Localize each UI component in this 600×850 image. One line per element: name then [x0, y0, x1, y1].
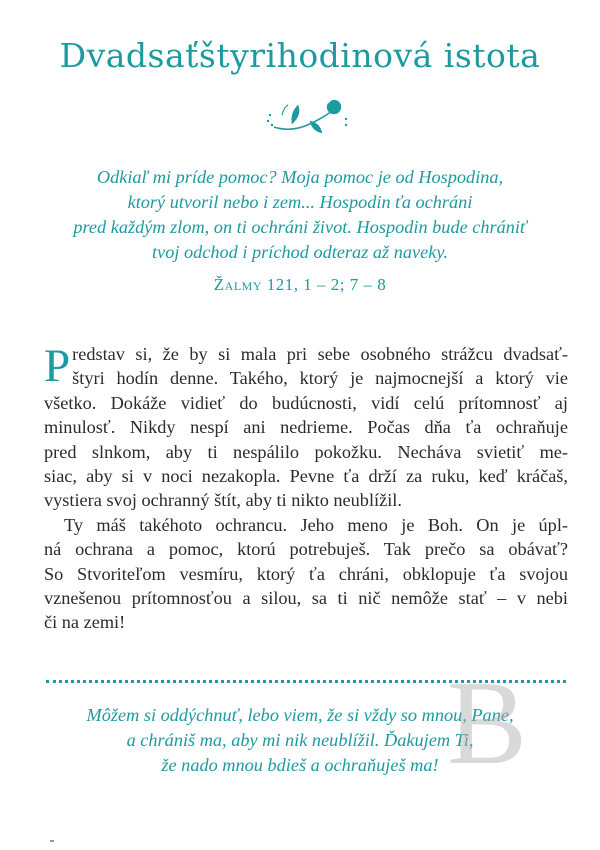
body-line: So Stvoriteľom vesmíru, ktorý ťa chráni, obklopuje ťa svojou [44, 563, 568, 584]
body-line: siac, aby si v noci nezakopla. Pevne ťa drží za ruku, keď kráčaš, [44, 466, 568, 487]
watermark-logo: B [446, 656, 528, 789]
body-line: štyri hodín denne. Takého, ktorý je najmocnejší a ktorý vie [72, 368, 568, 389]
body-line: redstav si, že by si mala pri sebe osobného strážcu dvadsať- [72, 344, 568, 364]
drop-cap: P [44, 340, 71, 392]
verse-line: Odkiaľ mi príde pomoc? Moja pomoc je od Hospodina, [96, 167, 504, 187]
body-line: vznešenou prítomnosťou a silou, sa ti nič nemôže stať – v nebi [44, 588, 568, 609]
page-mark [50, 840, 54, 842]
prayer-line: a chrániš ma, aby mi nik neublížil. Ďakujem Ti, [126, 730, 474, 750]
body-line: vystiera svoj ochranný štít, aby ti nikto neublížil. [44, 490, 402, 511]
page-title: Dvadsaťštyrihodinová istota [59, 36, 541, 75]
bible-verse [40, 165, 560, 265]
verse-reference: Žalmy 121, 1 – 2; 7 – 8 [213, 275, 387, 294]
prayer-line: že nado mnou bdieš a ochraňuješ ma! [161, 755, 439, 775]
body-line: pred slnkom, aby ti nespálilo pokožku. Necháva svietiť me- [44, 441, 568, 462]
body-text [44, 342, 568, 635]
body-line: ná ochrana a pomoc, ktorú potrebuješ. Tak prečo sa obávať? [44, 539, 568, 560]
prayer [40, 703, 560, 778]
body-line: či na zemi! [44, 612, 126, 633]
verse-line: tvoj odchod i príchod odteraz až naveky. [152, 242, 448, 262]
verse-line: ktorý utvoril nebo i zem... Hospodin ťa ochráni [127, 192, 473, 212]
flower-vine-icon [262, 93, 352, 137]
verse-line: pred každým zlom, on ti ochráni život. Hospodin bude chrániť [73, 217, 527, 237]
dotted-divider [46, 680, 566, 683]
prayer-line: Môžem si oddýchnuť, lebo viem, že si vždy so mnou, Pane, [86, 705, 514, 725]
body-line: všetko. Dokáže vidieť do budúcnosti, vidí celú prítomnosť aj [44, 392, 568, 413]
body-line: Ty máš takéhoto ochrancu. Jeho meno je Boh. On je úpl- [64, 514, 568, 535]
body-line: minulosť. Nikdy nespí ani nedrieme. Počas dňa ťa ochraňuje [44, 417, 568, 438]
